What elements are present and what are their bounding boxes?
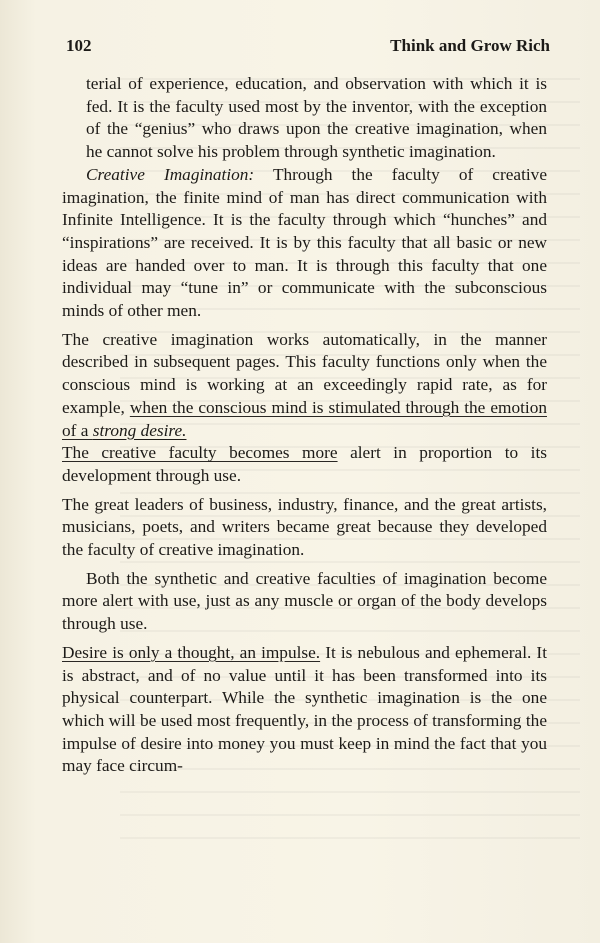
underlined-desire-thought: Desire is only a thought, an impulse. [62, 642, 321, 662]
paragraph-creative-imagination [62, 164, 547, 323]
page-body [62, 73, 547, 778]
page-number: 102 [66, 36, 92, 55]
paragraph-desire [62, 642, 547, 778]
paragraph-continued: terial of experience, education, and observation with which it is fed. It is the faculty used most by the inventor, with the exception of the “genius” who draws upon the creative imagination, when he cannot solve his problem through synthetic imagination. [86, 74, 547, 162]
works-automatically-text: The creative imagination works automatically, in the manner described in subsequent pages. This faculty functions only when the conscious mind is working at an exceedingly rapid rate, as for example, [62, 329, 547, 417]
desire-text: It is nebulous and ephemeral. It is abstract, and of no value until it has been transformed into its physical counterpart. While the synthetic imagination is the one which will be used most frequently, in the process of transforming the impulse of desire into money you must keep in mind the fact that you may face circum- [62, 642, 547, 776]
creative-imagination-text: Through the faculty of creative imagination, the finite mind of man has direct communication with Infinite Intelligence. It is the faculty through which “hunches” and “inspirations” are received. It is by this faculty that all basic or new ideas are handed over to man. It is through this faculty that one individual may “tune in” or communicate with the subconscious minds of other men. [62, 164, 547, 321]
paragraph-works-automatically [62, 329, 547, 443]
page-header [66, 36, 550, 60]
paragraph-great-leaders: The great leaders of business, industry, finance, and the great artists, musicians, poets, and writers became great because they developed the faculty of creative imagination. [62, 494, 547, 560]
paragraph-both-faculties: Both the synthetic and creative faculties of imagination become more alert with use, just as any muscle or organ of the body develops through use. [62, 568, 547, 634]
underlined-creative-faculty: The creative faculty becomes more [62, 443, 338, 463]
creative-imagination-label: Creative Imagination: [86, 164, 255, 184]
creative-faculty-text: alert in proportion to its development through use. [62, 443, 548, 485]
paragraph-creative-faculty [62, 442, 547, 487]
underlined-stimulated-text: when the conscious mind is stimulated through the emotion of a [62, 397, 547, 440]
running-title: Think and Grow Rich [390, 36, 550, 55]
underlined-strong-desire: strong desire. [92, 420, 187, 440]
